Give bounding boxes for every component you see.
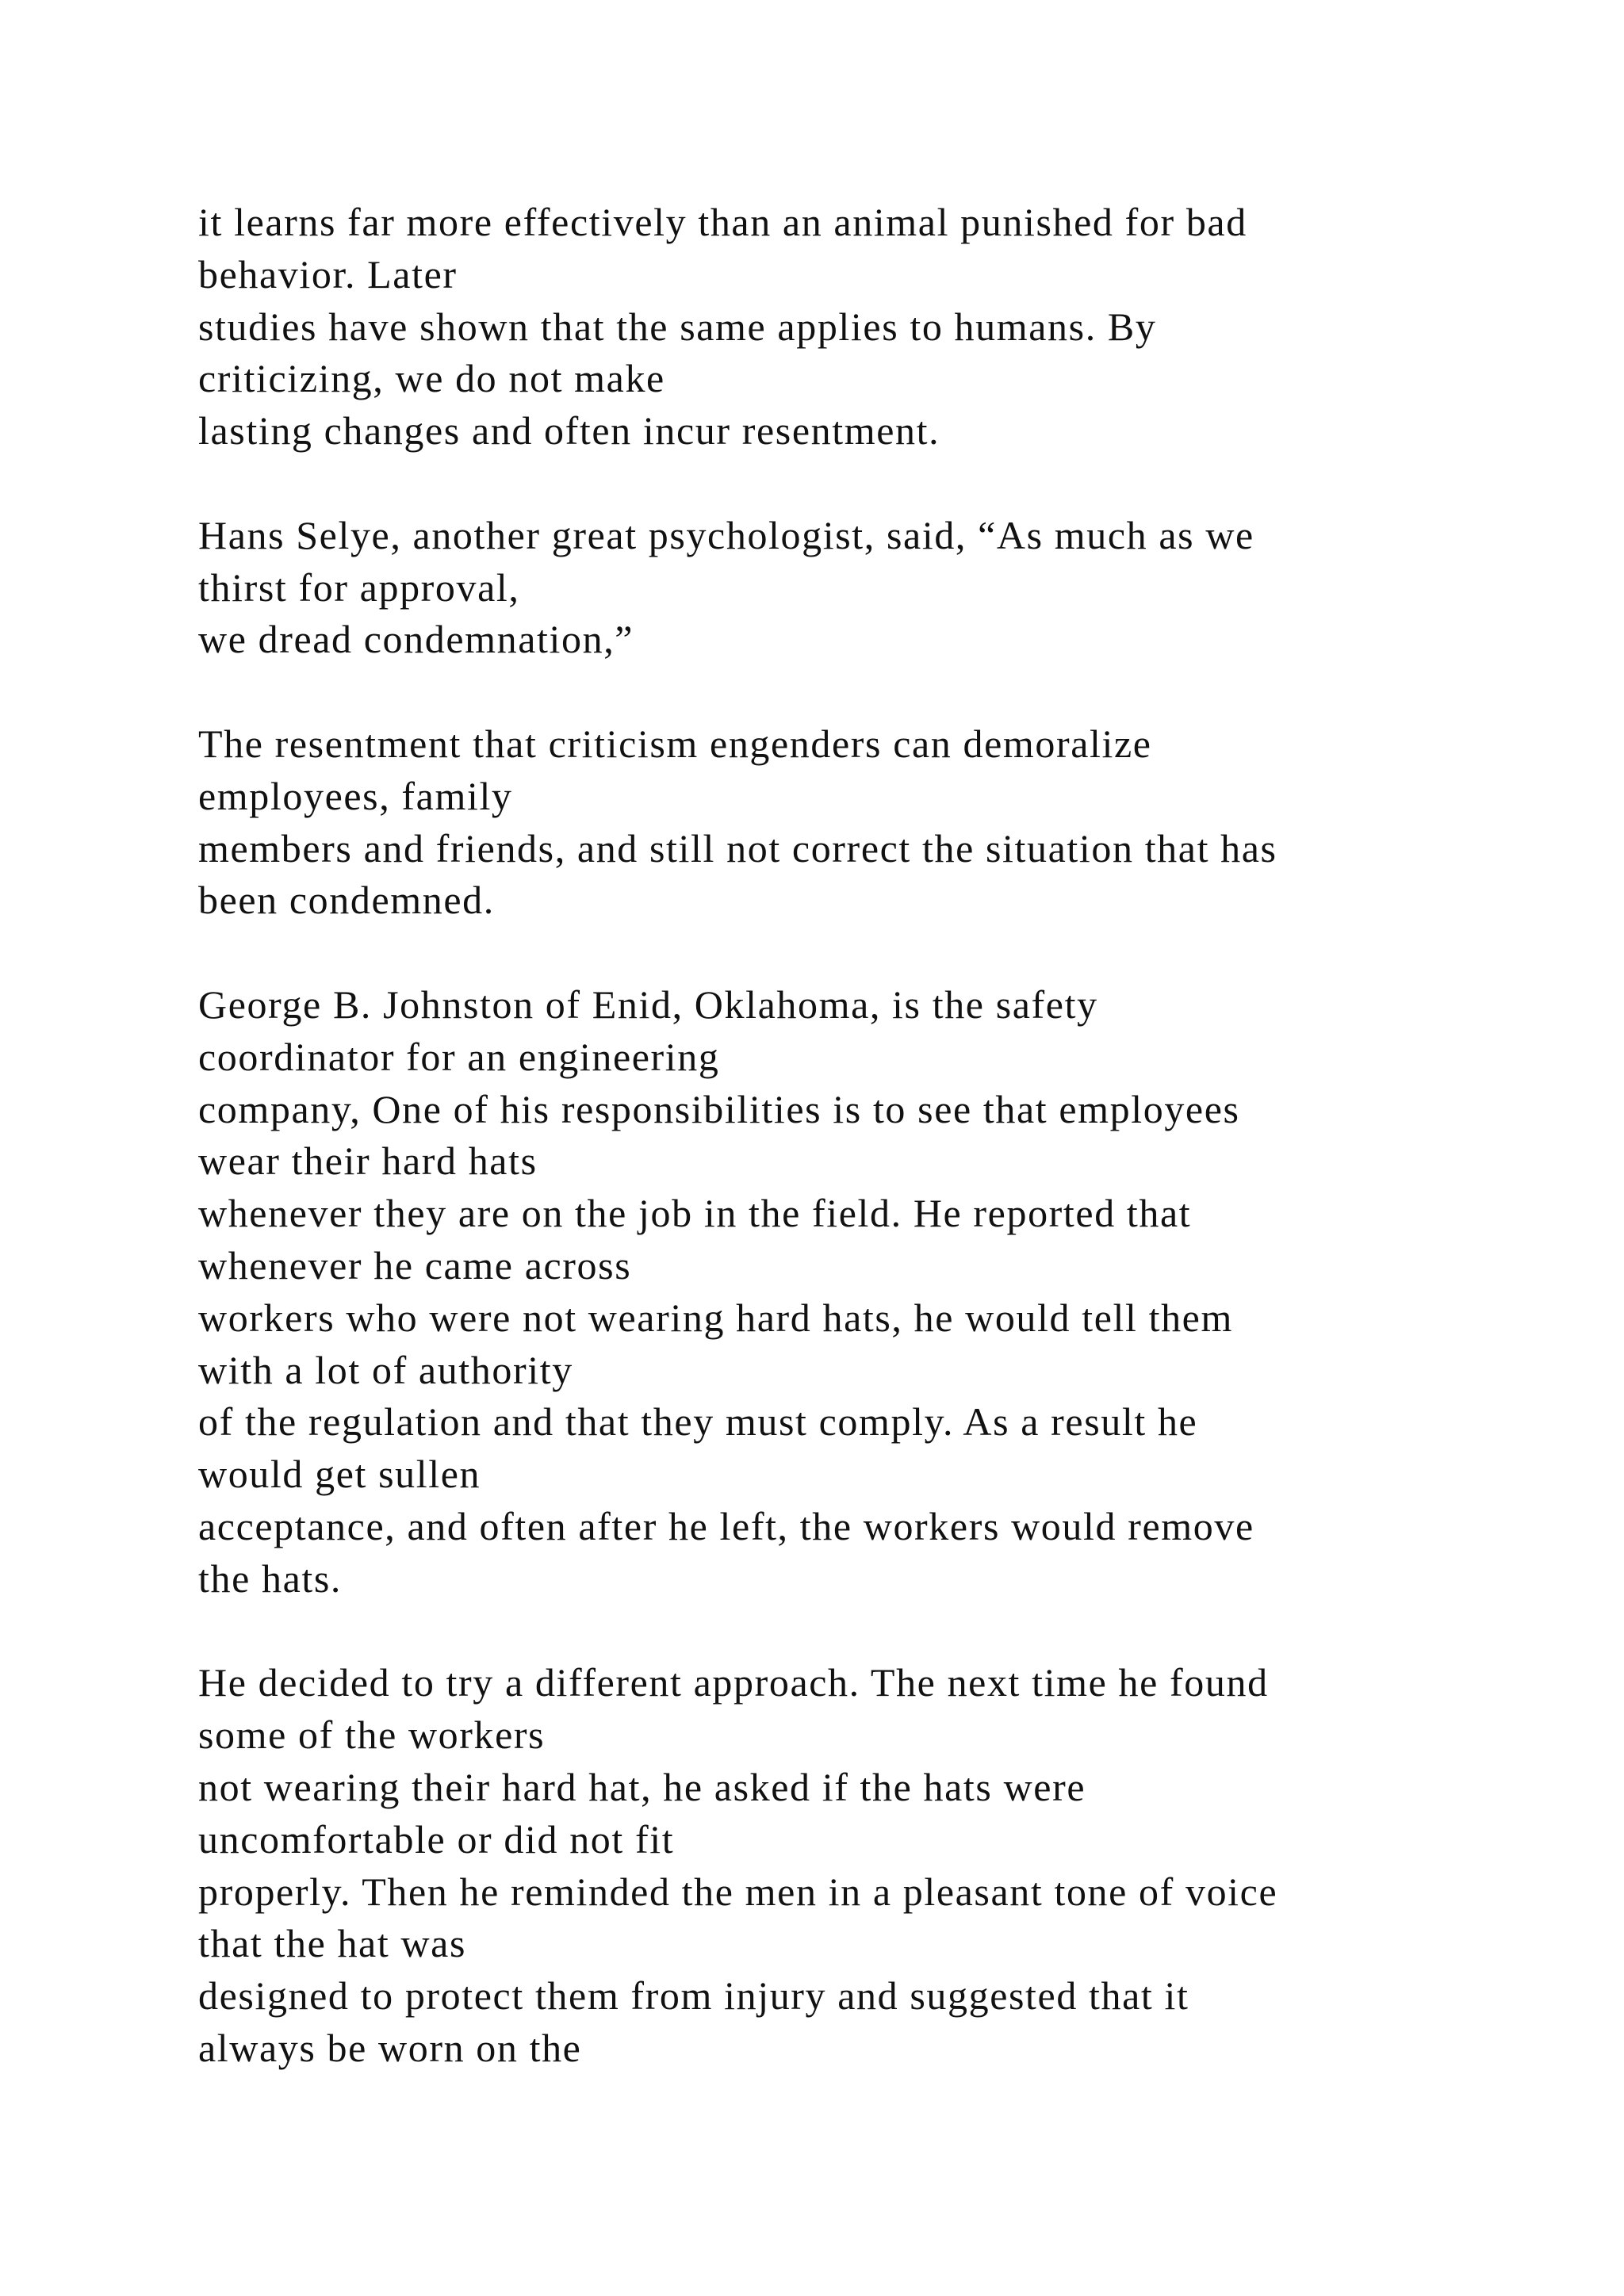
text-line: with a lot of authority: [198, 1347, 573, 1392]
text-line: criticizing, we do not make: [198, 356, 665, 401]
text-line: designed to protect them from injury and suggested that it: [198, 1973, 1189, 2019]
paragraph-2: [198, 510, 1546, 666]
text-line: that the hat was: [198, 1921, 467, 1966]
text-line: members and friends, and still not correct the situation that has: [198, 825, 1277, 871]
text-line: whenever he came across: [198, 1242, 632, 1288]
paragraph-4: [198, 979, 1546, 1605]
text-line: always be worn on the: [198, 2025, 582, 2070]
text-line: whenever they are on the job in the field. He reported that: [198, 1191, 1192, 1236]
text-line: wear their hard hats: [198, 1138, 538, 1184]
text-line: lasting changes and often incur resentment.: [198, 408, 940, 453]
text-line: He decided to try a different approach. The next time he found: [198, 1660, 1269, 1705]
paragraph-1: [198, 197, 1546, 457]
text-line: workers who were not wearing hard hats, he would tell them: [198, 1295, 1233, 1340]
paragraph-3: [198, 718, 1546, 927]
text-line: thirst for approval,: [198, 564, 520, 610]
text-line: George B. Johnston of Enid, Oklahoma, is the safety: [198, 982, 1098, 1027]
text-line: the hats.: [198, 1556, 343, 1601]
text-line: of the regulation and that they must comply. As a result he: [198, 1399, 1198, 1445]
text-line: coordinator for an engineering: [198, 1034, 720, 1079]
text-line: employees, family: [198, 773, 513, 818]
text-line: acceptance, and often after he left, the workers would remove: [198, 1503, 1254, 1548]
text-line: Hans Selye, another great psychologist, said, “As much as we: [198, 512, 1254, 557]
text-line: would get sullen: [198, 1452, 481, 1497]
text-line: been condemned.: [198, 878, 495, 923]
text-line: it learns far more effectively than an animal punished for bad: [198, 200, 1247, 244]
paragraph-5: [198, 1657, 1546, 2074]
text-line: not wearing their hard hat, he asked if the hats were: [198, 1764, 1086, 1809]
document-body: [198, 197, 1546, 2126]
text-line: we dread condemnation,”: [198, 617, 634, 662]
text-line: The resentment that criticism engenders can demoralize: [198, 721, 1152, 766]
text-line: properly. Then he reminded the men in a pleasant tone of voice: [198, 1869, 1278, 1914]
text-line: uncomfortable or did not fit: [198, 1816, 675, 1862]
text-line: company, One of his responsibilities is to see that employees: [198, 1086, 1240, 1131]
text-line: some of the workers: [198, 1712, 546, 1758]
text-line: studies have shown that the same applies to humans. By: [198, 304, 1157, 349]
text-line: behavior. Later: [198, 251, 458, 297]
